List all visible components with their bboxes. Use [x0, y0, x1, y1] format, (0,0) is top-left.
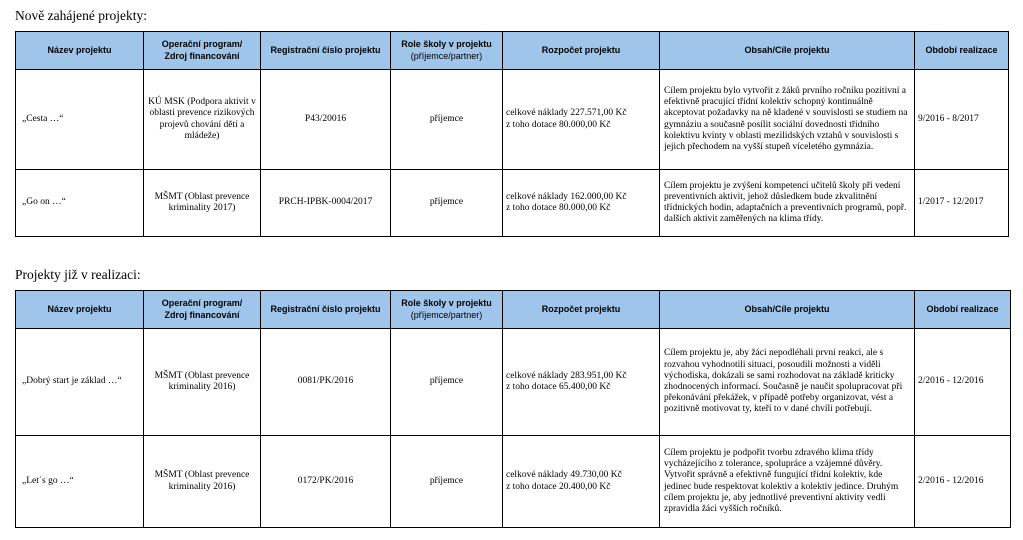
project-program: KÚ MSK (Podpora aktivit v oblasti prevence rizikových projevů chování dětí a mládeže): [144, 70, 261, 170]
project-role: příjemce: [391, 70, 503, 170]
header-role: Role školy v projektu (příjemce/partner): [391, 32, 503, 70]
section-heading-new: Nově zahájené projekty:: [15, 8, 147, 23]
new-projects-table: [15, 31, 1009, 237]
project-budget: celkové náklady 49.730,00 Kč z toho dotace 20.400,00 Kč: [503, 436, 660, 528]
project-reg: P43/20016: [261, 70, 391, 170]
table-row: [16, 436, 1011, 528]
project-period: 2/2016 - 12/2016: [915, 329, 1011, 436]
header-goals: Obsah/Cíle projektu: [660, 32, 915, 70]
header-budget: Rozpočet projektu: [503, 291, 660, 329]
header-period: Období realizace: [915, 291, 1011, 329]
project-goals: Cílem projektu bylo vytvořit z žáků prvního ročníku pozitivní a efektivně pracující třídní kolektiv schopný kontinuálně akceptovat požadavky na ně kladené v souvislosti se studiem na gymnáziu a současně posílit sociální dovednosti třídního kolektivu kvinty v oblasti mezilidských vztahů v souvislosti s jejich přechodem na vyšší stupeň víceletého gymnázia.: [660, 70, 915, 170]
project-name: „Dobrý start je základ …“: [16, 329, 144, 436]
header-program: Operační program/ Zdroj financování: [144, 32, 261, 70]
project-role: příjemce: [391, 170, 503, 237]
table-row: [16, 170, 1009, 237]
header-name: Název projektu: [16, 32, 144, 70]
project-program: MŠMT (Oblast prevence kriminality 2016): [144, 436, 261, 528]
project-name: „Cesta …“: [16, 70, 144, 170]
header-reg: Registrační číslo projektu: [261, 291, 391, 329]
ongoing-projects-table: [15, 290, 1011, 528]
project-budget: celkové náklady 227.571,00 Kč z toho dotace 80.000,00 Kč: [503, 70, 660, 170]
header-name: Název projektu: [16, 291, 144, 329]
project-goals: Cílem projektu je podpořit tvorbu zdravého klima třídy vycházejícího z tolerance, spolupráce a vzájemné důvěry. Vytvořit správně a efektivně fungující třídní kolektiv, kde jedinec bude respektovat kolektiv a kolektiv jedince. Druhým cílem projektu je, aby jednotlivé preventivní aktivity vedli zpravidla žáci vyšších ročníků.: [660, 436, 915, 528]
header-program: Operační program/ Zdroj financování: [144, 291, 261, 329]
project-role: příjemce: [391, 329, 503, 436]
project-reg: PRCH-IPBK-0004/2017: [261, 170, 391, 237]
header-period: Období realizace: [915, 32, 1009, 70]
project-reg: 0081/PK/2016: [261, 329, 391, 436]
project-period: 1/2017 - 12/2017: [915, 170, 1009, 237]
project-budget: celkové náklady 283.951,00 Kč z toho dotace 65.400,00 Kč: [503, 329, 660, 436]
section-heading-ongoing: Projekty již v realizaci:: [15, 267, 141, 282]
table-row: [16, 70, 1009, 170]
table-header-row: [16, 32, 1009, 70]
project-period: 9/2016 - 8/2017: [915, 70, 1009, 170]
project-name: „Go on …“: [16, 170, 144, 237]
header-goals: Obsah/Cíle projektu: [660, 291, 915, 329]
project-period: 2/2016 - 12/2016: [915, 436, 1011, 528]
project-budget: celkové náklady 162.000,00 Kč z toho dotace 80.000,00 Kč: [503, 170, 660, 237]
project-reg: 0172/PK/2016: [261, 436, 391, 528]
header-budget: Rozpočet projektu: [503, 32, 660, 70]
table-row: [16, 329, 1011, 436]
table-header-row: [16, 291, 1011, 329]
project-program: MŠMT (Oblast prevence kriminality 2017): [144, 170, 261, 237]
project-goals: Cílem projektu je, aby žáci nepodléhali první reakci, ale s rozvahou vyhodnotili situaci, posoudili možnosti a viděli východiska, dokázali se sami rozhodovat na základě kriticky zhodnocených informací. Současně je naučit spolupracovat při překonávání překážek, v případě potřeby organizovat, vést a pozitivně motivovat ty, kteří to v dané chvíli potřebují.: [660, 329, 915, 436]
header-reg: Registrační číslo projektu: [261, 32, 391, 70]
project-program: MŠMT (Oblast prevence kriminality 2016): [144, 329, 261, 436]
project-role: příjemce: [391, 436, 503, 528]
project-name: „Let´s go …“: [16, 436, 144, 528]
header-role: Role školy v projektu (příjemce/partner): [391, 291, 503, 329]
project-goals: Cílem projektu je zvýšení kompetencí učitelů školy při vedení preventivních aktivit, jehož důsledkem bude zkvalitnění třídnických hodin, adaptačních a preventivních programů, popř. dalších aktivit zaměřených na klima třídy.: [660, 170, 915, 237]
